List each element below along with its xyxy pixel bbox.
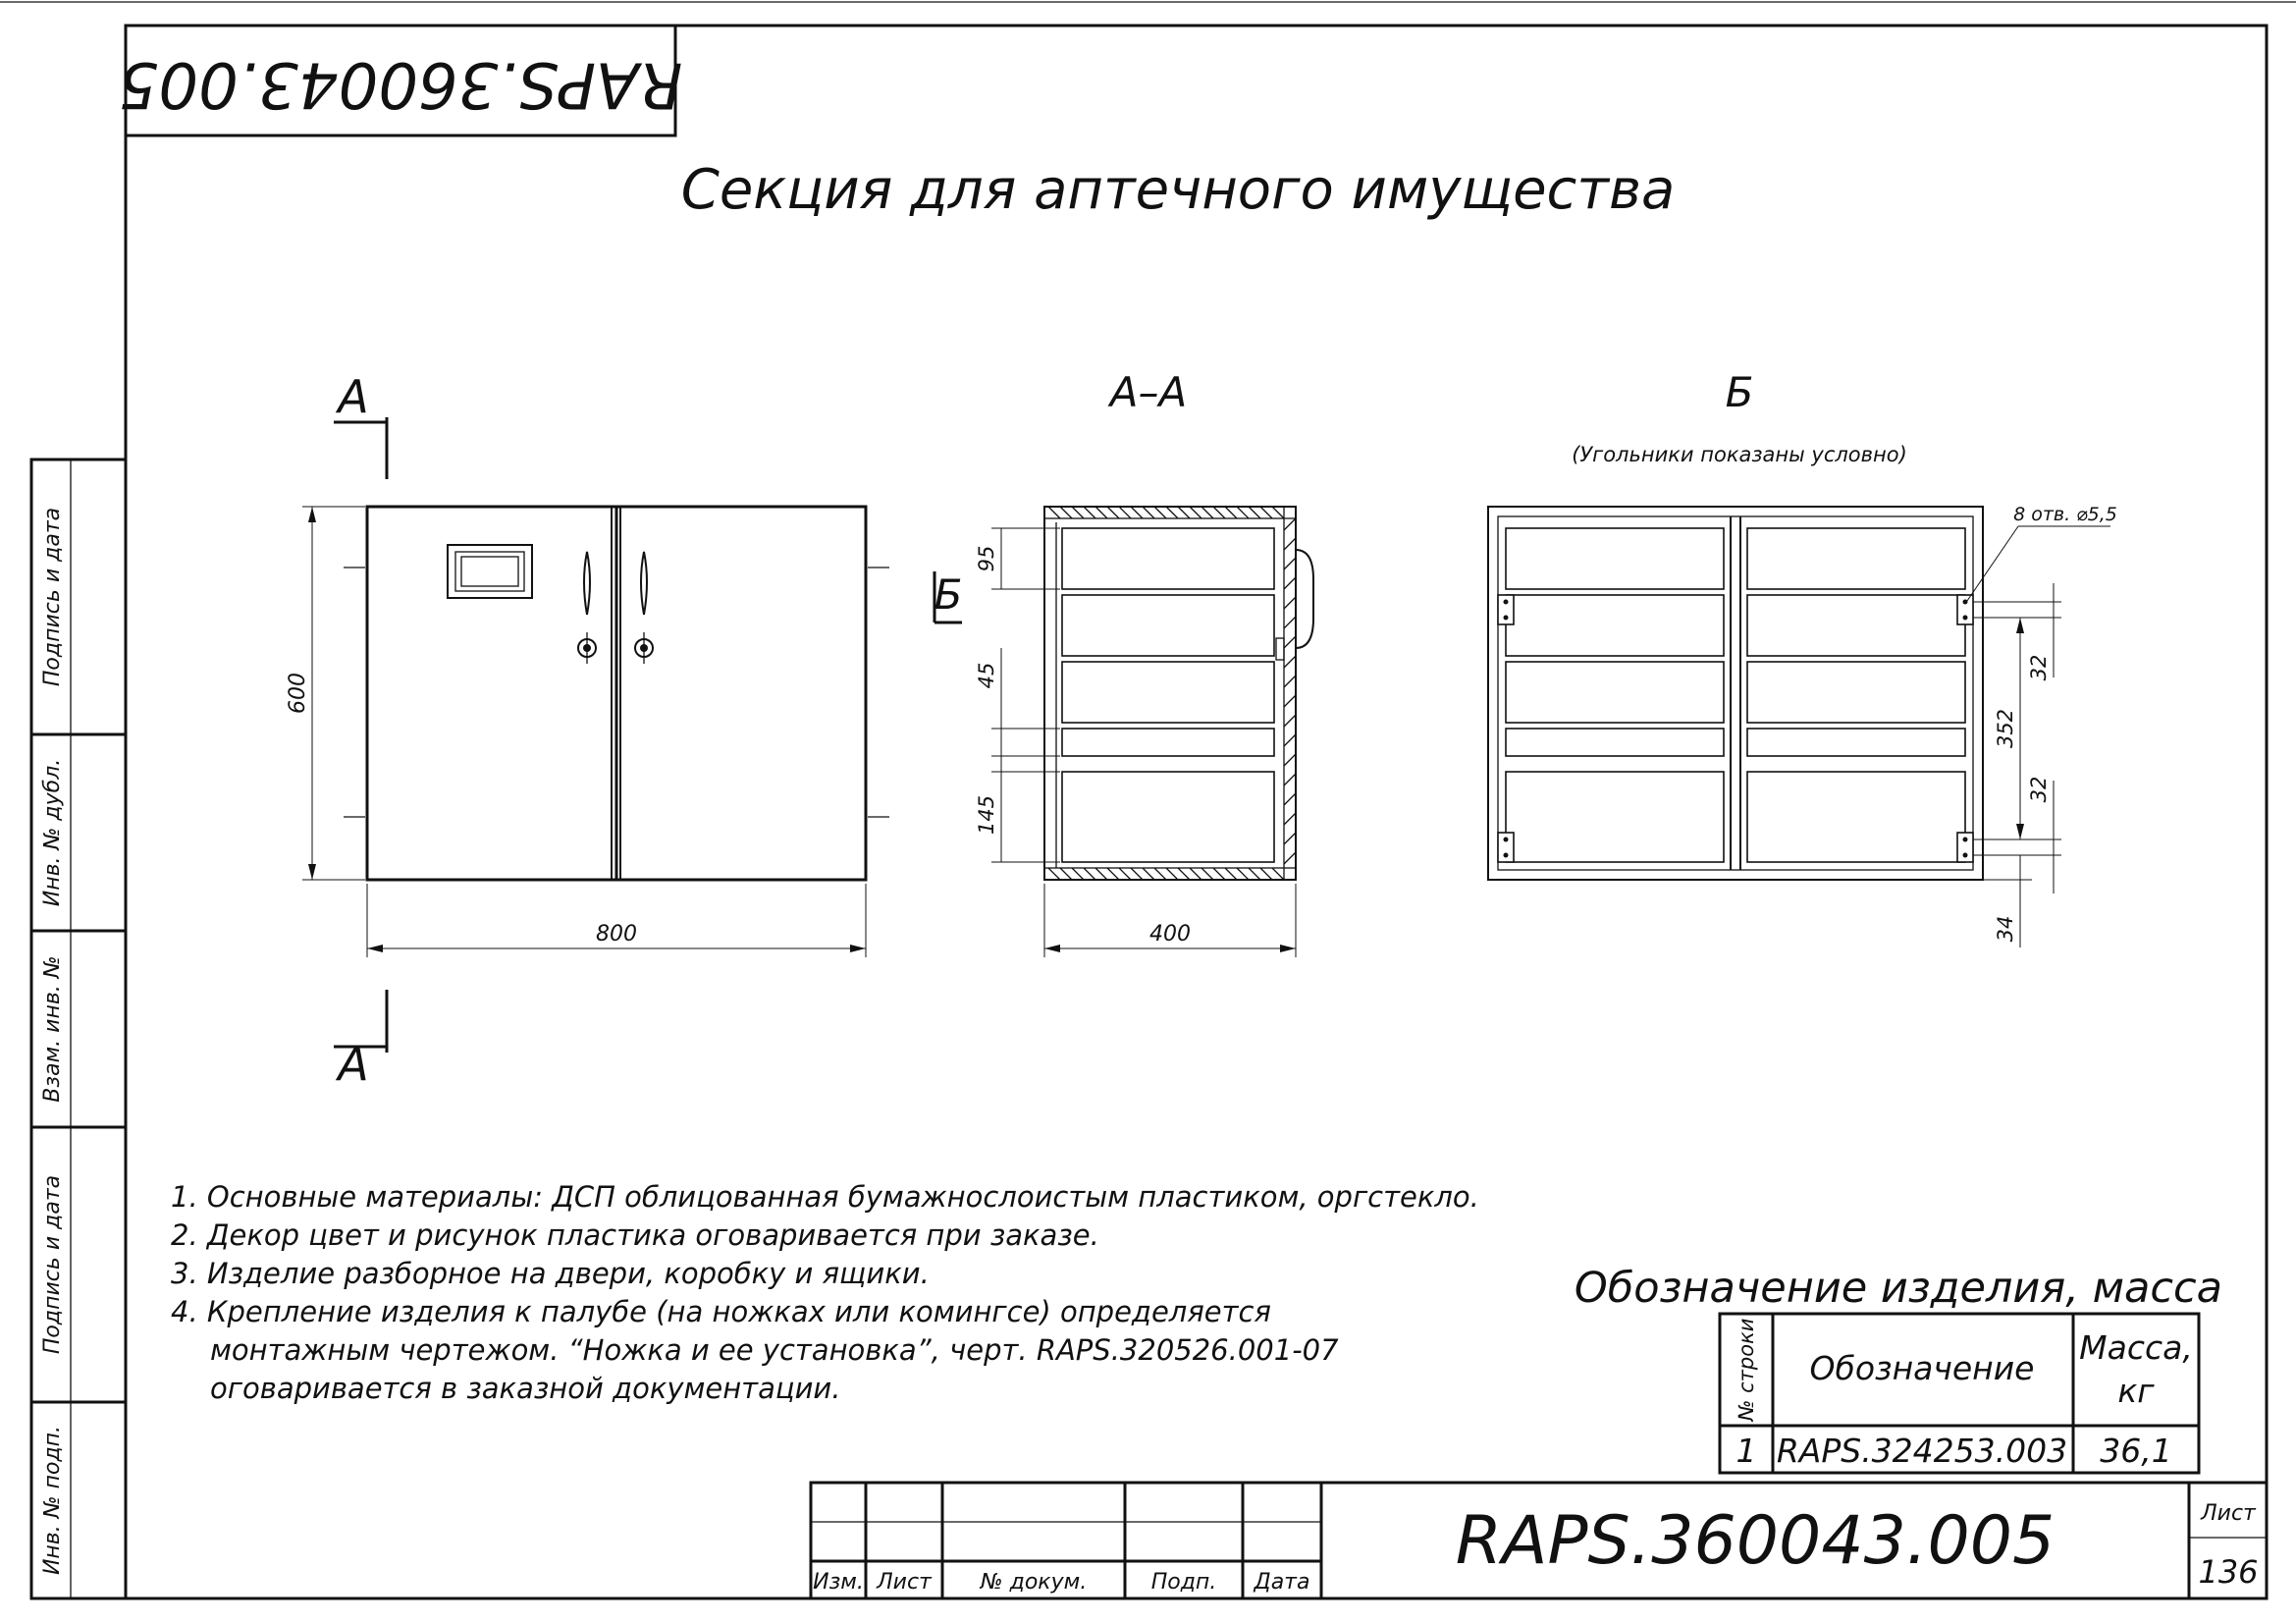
technical-notes xyxy=(171,1180,1479,1405)
mass-col-mass-1: Масса, xyxy=(2079,1328,2193,1367)
mass-cell-designation: RAPS.324253.003 xyxy=(1776,1432,2068,1470)
dim-holes: 8 отв. ⌀5,5 xyxy=(2013,504,2117,525)
mass-col-designation: Обозначение xyxy=(1809,1349,2035,1387)
section-drawers xyxy=(1056,522,1274,868)
front-view xyxy=(286,370,889,1091)
view-mark-b: Б xyxy=(934,570,963,619)
tb-date: Дата xyxy=(1254,1570,1310,1595)
mass-table xyxy=(1575,1264,2222,1473)
code-main: RAPS.360043.005 xyxy=(1455,1502,2056,1580)
side-label-signature-1: Подпись и дата xyxy=(40,507,65,687)
dim-34: 34 xyxy=(1994,915,2017,943)
mass-col-row: № строки xyxy=(1735,1318,1758,1422)
side-label-replace-inv: Взам. инв. № xyxy=(40,955,65,1103)
tb-list: Лист xyxy=(877,1570,932,1595)
side-strip xyxy=(31,460,126,1598)
dim-front-width: 800 xyxy=(596,922,637,947)
sheet-number: 136 xyxy=(2198,1553,2259,1591)
door-handle-left xyxy=(578,552,596,664)
view-title: Б xyxy=(1725,368,1754,416)
rear-drawers-right xyxy=(1747,528,1965,862)
rear-drawers-left xyxy=(1506,528,1724,862)
note-1: 1. Основные материалы: ДСП облицованная бумажнослоистым пластиком, оргстекло. xyxy=(171,1180,1479,1214)
note-2: 2. Декор цвет и рисунок пластика оговаривается при заказе. xyxy=(171,1218,1099,1252)
tb-izm: Изм. xyxy=(813,1570,864,1595)
section-mark-top: А xyxy=(338,370,369,423)
section-mark-bottom: А xyxy=(338,1038,369,1091)
door-handle-right xyxy=(635,552,653,664)
dim-45: 45 xyxy=(975,662,998,689)
title-block xyxy=(811,1483,2267,1598)
dim-352: 352 xyxy=(1994,708,2017,749)
dim-32-bottom: 32 xyxy=(2027,776,2051,803)
view-note: (Угольники показаны условно) xyxy=(1572,443,1907,466)
note-4-cont-2: оговаривается в заказной документации. xyxy=(210,1372,841,1405)
section-view xyxy=(934,368,1313,957)
dim-145: 145 xyxy=(975,794,998,836)
tb-sign: Подп. xyxy=(1150,1570,1217,1595)
side-label-signature-2: Подпись и дата xyxy=(40,1174,65,1355)
mass-cell-mass: 36,1 xyxy=(2100,1432,2172,1470)
mass-cell-row: 1 xyxy=(1735,1432,1757,1470)
note-4-cont-1: монтажным чертежом. “Ножка и ее установка”, черт. RAPS.320526.001-07 xyxy=(210,1333,1339,1367)
dim-32-top: 32 xyxy=(2027,654,2051,681)
mass-col-mass-2: кг xyxy=(2117,1372,2155,1410)
side-label-dup-inv: Инв. № дубл. xyxy=(40,758,65,907)
sheet-label: Лист xyxy=(2201,1501,2256,1526)
mass-table-title: Обозначение изделия, масса xyxy=(1574,1264,2222,1313)
drawing-title: Секция для аптечного имущества xyxy=(680,158,1676,222)
note-4: 4. Крепление изделия к палубе (на ножках или комингсе) определяется xyxy=(171,1295,1271,1328)
rear-view xyxy=(1488,368,2117,947)
code-top: RAPS.360043.005 xyxy=(118,47,683,121)
tb-doc: № докум. xyxy=(980,1570,1088,1595)
note-3: 3. Изделие разборное на двери, коробку и ящики. xyxy=(171,1257,930,1290)
dim-section-depth: 400 xyxy=(1149,922,1191,947)
section-title: А–А xyxy=(1109,368,1188,416)
side-label-orig-inv: Инв. № подп. xyxy=(40,1425,65,1576)
dim-front-height: 600 xyxy=(286,673,310,714)
dim-95: 95 xyxy=(975,545,998,572)
label-holder xyxy=(448,545,532,598)
